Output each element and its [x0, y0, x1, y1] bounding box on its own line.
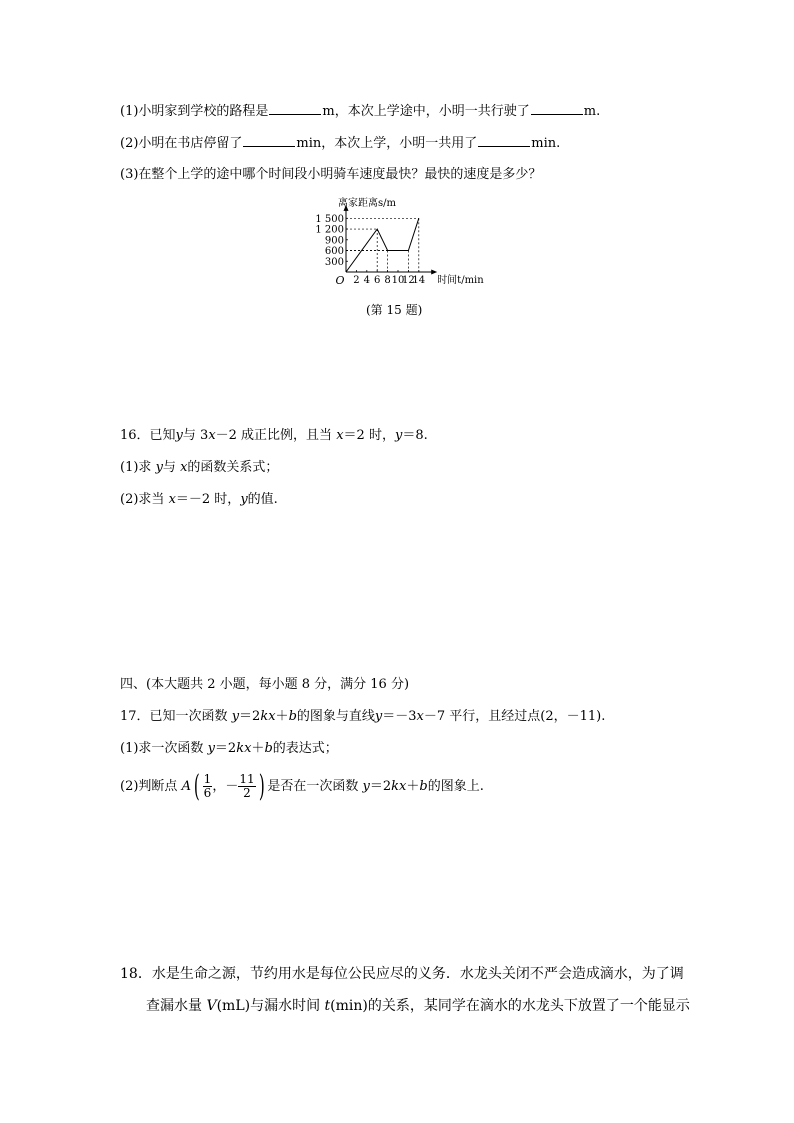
q16-part1: (1)求 y与 x的函数关系式；	[120, 460, 279, 475]
x-tick-label: 14	[412, 275, 426, 286]
y-tick-label: 300	[324, 256, 344, 268]
y-tick-label: 900	[324, 235, 344, 247]
q17-stem: 17．已知一次函数 y＝2kx＋b的图象与直线y＝－3x－7 平行，且经过点(2，－11).	[120, 709, 606, 724]
q15-part2: (2)小明在书店停留了 min，本次上学，小明一共用了 min.	[120, 136, 561, 151]
figure-caption: (第 15 题)	[366, 303, 423, 317]
q18-line1: 18．水是生命之源，节约用水是每位公民应尽的义务．水龙头关闭不严会造成滴水，为了调	[120, 966, 684, 982]
q16-part2: (2)求当 x＝－2 时，y的值.	[120, 492, 278, 507]
x-tick-label: 6	[374, 275, 381, 286]
fraction-eleven-halves: $\frac{11}{2}$	[239, 772, 255, 800]
section-heading: 四、(本大题共 2 小题，每小题 8 分，满分 16 分)	[120, 677, 410, 692]
x-axis-label: 时间t/min	[437, 275, 484, 286]
q16-stem: 16．已知y与 3x－2 成正比例，且当 x＝2 时，y＝8.	[120, 428, 428, 443]
origin-label: O	[335, 274, 345, 287]
x-axis-arrow	[431, 270, 437, 275]
answer-blank[interactable]	[269, 102, 321, 115]
x-tick-label: 12	[402, 275, 415, 286]
answer-blank[interactable]	[243, 134, 295, 147]
y-tick-label: 1 200	[315, 224, 344, 236]
answer-blank[interactable]	[478, 134, 530, 147]
q18-line2: 查漏水量 V(mL)与漏水时间 t(min)的关系，某同学在滴水的水龙头下放置了一个能显示	[146, 998, 690, 1014]
x-tick-label: 8	[384, 275, 391, 286]
x-tick-label: 10	[391, 275, 405, 286]
q15-part1: (1)小明家到学校的路程是 m，本次上学途中，小明一共行驶了 m.	[120, 104, 601, 119]
q17-part1: (1)求一次函数 y＝2kx＋b的表达式；	[120, 741, 338, 756]
y-tick-label: 1 500	[315, 213, 344, 225]
series-line	[346, 218, 419, 272]
y-axis-label: 离家距离s/m	[338, 198, 396, 209]
answer-blank[interactable]	[531, 102, 583, 115]
y-tick-label: 600	[324, 246, 344, 258]
q15-part3: (3)在整个上学的途中哪个时间段小明骑车速度最快？最快的速度是多少？	[120, 167, 542, 182]
distance-time-graph	[300, 196, 490, 296]
q17-part2: (2)判断点 A( $\frac{1}{6}$ ，－ $\frac{11}{2}$ ) 是否在一次函数 y＝2kx＋b的图象上.	[120, 768, 484, 804]
fraction-one-sixth: $\frac{1}{6}$	[203, 772, 212, 800]
x-tick-label: 2	[353, 275, 360, 286]
x-tick-label: 4	[363, 275, 370, 286]
